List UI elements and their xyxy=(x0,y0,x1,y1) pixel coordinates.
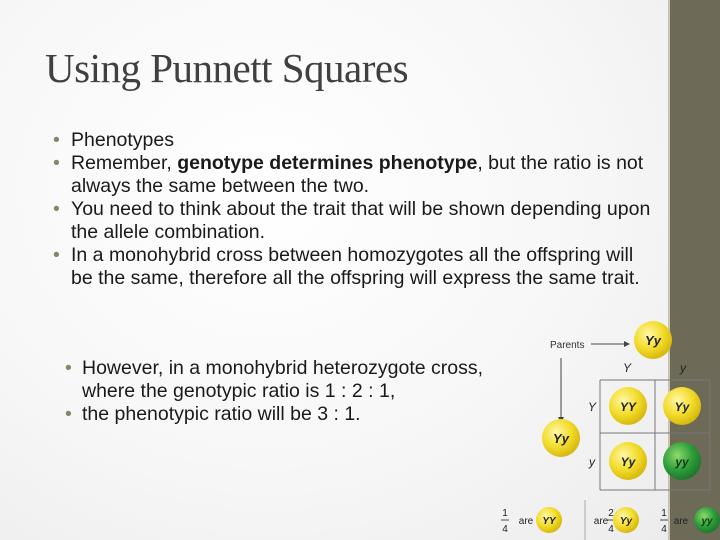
sub-bullet-item xyxy=(65,403,505,426)
bullet-text: Phenotypes xyxy=(71,129,174,151)
ratio-denominator: 4 xyxy=(661,524,667,535)
sub-bullet-text: However, in a monohybrid heterozygote cross, where the genotypic ratio is 1 : 2 : 1, xyxy=(82,357,484,402)
ratio-denominator: 4 xyxy=(502,524,508,535)
ratio-numerator: 1 xyxy=(502,508,508,519)
sub-bullet-item xyxy=(65,357,505,403)
bullet-item xyxy=(53,152,653,198)
ratio-word: are xyxy=(518,516,534,527)
ratio-numerator: 1 xyxy=(661,508,667,519)
bullet-text: In a monohybrid cross between homozygotes all the offspring will be the same, therefore all the offspring will express the same trait. xyxy=(71,244,640,289)
parent-top-label: Yy xyxy=(645,333,661,348)
ratio-word-second: are xyxy=(593,516,609,527)
sub-bullet-text: the phenotypic ratio will be 3 : 1. xyxy=(82,403,361,425)
bullet-text-post: , but the ratio is not always the same between the two. xyxy=(71,152,644,197)
ratio-word: are xyxy=(673,516,689,527)
bullet-text-pre: Remember, xyxy=(71,152,178,174)
offspring-genotype: Yy xyxy=(620,455,636,469)
bullet-list xyxy=(53,129,653,290)
ratio-genotype: Yy xyxy=(619,516,633,527)
sub-bullet-list xyxy=(65,357,505,426)
offspring-genotype: YY xyxy=(619,400,637,414)
ratio-numerator: 2 xyxy=(608,508,614,519)
offspring-genotype: yy xyxy=(675,455,689,469)
column-allele-label: y xyxy=(680,361,686,375)
bullet-text-bold: genotype determines phenotype xyxy=(177,152,478,174)
ratio-genotype: yy xyxy=(701,516,713,527)
column-allele-label: Y xyxy=(622,361,632,375)
row-allele-label: y xyxy=(589,455,595,469)
parent-left-label: Yy xyxy=(553,431,569,446)
ratio-denominator: 4 xyxy=(608,524,614,535)
bullet-text: You need to think about the trait that will be shown depending upon the allele combination. xyxy=(71,198,651,243)
parents-arrow-head xyxy=(624,341,630,347)
punnett-square-diagram xyxy=(500,318,720,540)
bullet-item xyxy=(53,198,653,244)
row-allele-label: Y xyxy=(587,400,597,414)
parents-label: Parents xyxy=(550,340,585,351)
bullet-item xyxy=(53,129,653,152)
ratio-genotype: YY xyxy=(542,516,556,527)
offspring-genotype: Yy xyxy=(674,400,690,414)
slide-title: Using Punnett Squares xyxy=(45,45,409,91)
bullet-item xyxy=(53,244,653,290)
